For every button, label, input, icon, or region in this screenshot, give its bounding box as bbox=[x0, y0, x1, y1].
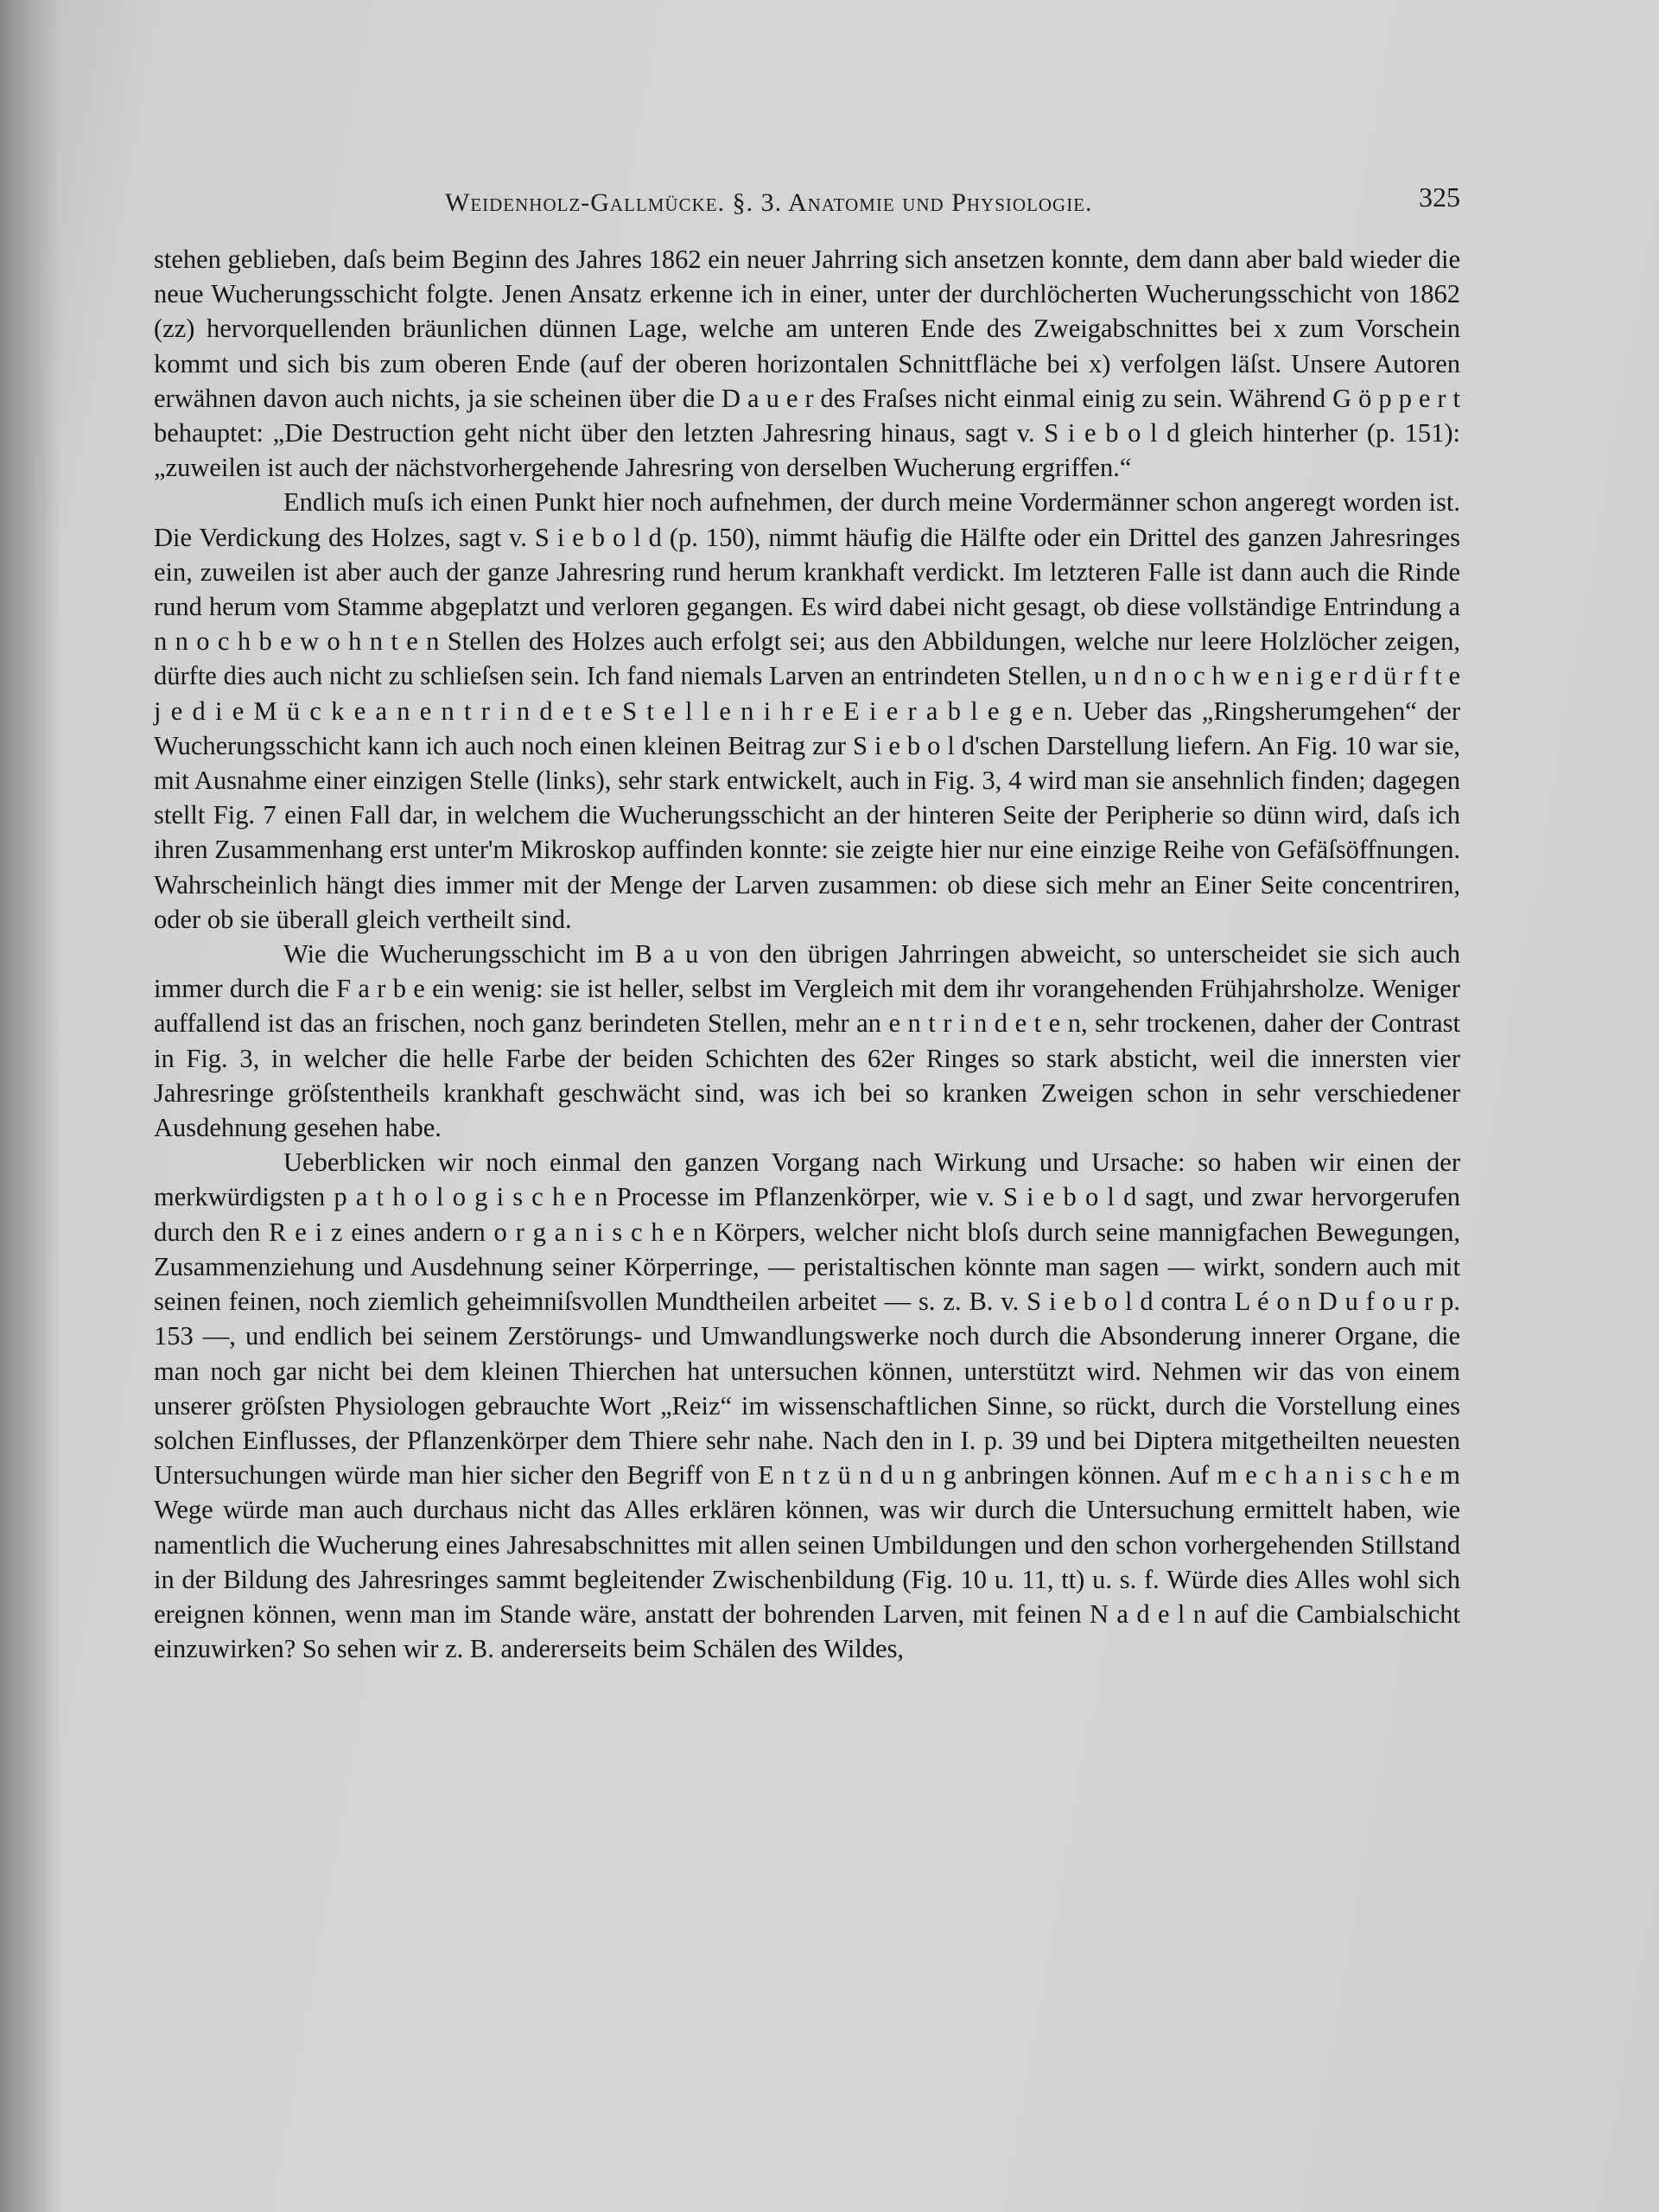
page-number: 325 bbox=[1419, 181, 1460, 213]
running-title: Weidenholz-Gallmücke. §. 3. Anatomie und Physiologie. bbox=[445, 188, 1093, 217]
paragraph: Endlich muſs ich einen Punkt hier noch aufnehmen, der durch meine Vordermänner schon angeregt worden ist. Die Verdickung des Holzes, sagt v. S i e b o l d (p. 150), nimmt häufig die Hälfte oder ein Drittel des ganzen Jahresringes ein, zuweilen ist aber auch der ganze Jahresring rund herum krankhaft verdickt. Im letzteren Falle ist dann auch die Rinde rund herum vom Stamme abgeplatzt und verloren gegangen. Es wird dabei nicht gesagt, ob diese vollständige Entrindung a n n o c h b e w o h n t e n Stellen des Holzes auch erfolgt sei; aus den Abbildungen, welche nur leere Holzlöcher zeigen, dürfte dies auch nicht zu schlieſsen sein. Ich fand niemals Larven an entrindeten Stellen, u n d n o c h w e n i g e r d ü r f t e j e d i e M ü c k e a n e n t r i n d e t e S t e l l e n i h r e E i e r a b l e g e n. Ueber das „Ringsherumgehen“ der Wucherungsschicht kann ich auch noch einen kleinen Beitrag zur S i e b o l d'schen Darstellung liefern. An Fig. 10 war sie, mit Ausnahme einer einzigen Stelle (links), sehr stark entwickelt, auch in Fig. 3, 4 wird man sie ansehnlich finden; dagegen stellt Fig. 7 einen Fall dar, in welchem die Wucherungsschicht an der hinteren Seite der Peripherie so dünn wird, daſs ich ihren Zusammenhang erst unter'm Mikroskop auffinden konnte: sie zeigte hier nur eine einzige Reihe von Gefäſsöffnungen. Wahrscheinlich hängt dies immer mit der Menge der Larven zusammen: ob diese sich mehr an Einer Seite concentriren, oder ob sie überall gleich vertheilt sind. bbox=[154, 487, 1460, 934]
body-text bbox=[154, 242, 1460, 1666]
paragraph: Wie die Wucherungsschicht im B a u von den übrigen Jahrringen abweicht, so unterscheidet sie sich auch immer durch die F a r b e ein wenig: sie ist heller, selbst im Vergleich mit dem ihr vorangehenden Frühjahrsholze. Weniger auffallend ist das an frischen, noch ganz berindeten Stellen, mehr an e n t r i n d e t e n, sehr trockenen, daher der Contrast in Fig. 3, in welcher die helle Farbe der beiden Schichten des 62er Ringes so stark absticht, weil die innersten vier Jahresringe gröſstentheils krankhaft geschwächt sind, was ich bei so kranken Zweigen schon in sehr verschiedener Ausdehnung gesehen habe. bbox=[154, 939, 1460, 1143]
page-header bbox=[156, 181, 1460, 225]
paragraph: Ueberblicken wir noch einmal den ganzen Vorgang nach Wirkung und Ursache: so haben wir einen der merkwürdigsten p a t h o l o g i s c h e n Processe im Pflanzenkörper, wie v. S i e b o l d sagt, und zwar hervorgerufen durch den R e i z eines andern o r g a n i s c h e n Körpers, welcher nicht bloſs durch seine mannigfachen Bewegungen, Zusammenziehung und Ausdehnung seiner Körperringe, — peristaltischen könnte man sagen — wirkt, sondern auch mit seinen feinen, noch ziemlich geheimniſsvollen Mundtheilen arbeitet — s. z. B. v. S i e b o l d contra L é o n D u f o u r p. 153 —, und endlich bei seinem Zerstörungs- und Umwandlungswerke noch durch die Absonderung innerer Organe, die man noch gar nicht bei dem kleinen Thierchen hat untersuchen können, unterstützt wird. Nehmen wir das von einem unserer gröſsten Physiologen gebrauchte Wort „Reiz“ im wissenschaftlichen Sinne, so rückt, durch die Vorstellung eines solchen Einflusses, der Pflanzenkörper dem Thiere sehr nahe. Nach den in I. p. 39 und bei Diptera mitgetheilten neuesten Untersuchungen würde man hier sicher den Begriff von E n t z ü n d u n g anbringen können. Auf m e c h a n i s c h e m Wege würde man auch durchaus nicht das Alles erklären können, was wir durch die Untersuchung ermittelt haben, wie namentlich die Wucherung eines Jahresabschnittes mit allen seinen Umbildungen und den schon vorhergehenden Stillstand in der Bildung des Jahresringes sammt begleitender Zwischenbildung (Fig. 10 u. 11, tt) u. s. f. Würde dies Alles wohl sich ereignen können, wenn man im Stande wäre, anstatt der bohrenden Larven, mit feinen N a d e l n auf die Cambialschicht einzuwirken? So sehen wir z. B. andererseits beim Schälen des Wildes, bbox=[154, 1147, 1460, 1664]
paragraph: stehen geblieben, daſs beim Beginn des Jahres 1862 ein neuer Jahrring sich ansetzen konnte, dem dann aber bald wieder die neue Wucherungsschicht folgte. Jenen Ansatz erkenne ich in einer, unter der durchlöcherten Wucherungsschicht von 1862 (zz) hervorquellenden bräunlichen dünnen Lage, welche am unteren Ende des Zweigabschnittes bei x zum Vorschein kommt und sich bis zum oberen Ende (auf der oberen horizontalen Schnittfläche bei x) verfolgen läſst. Unsere Autoren erwähnen davon auch nichts, ja sie scheinen über die D a u e r des Fraſses nicht einmal einig zu sein. Während G ö p p e r t behauptet: „Die Destruction geht nicht über den letzten Jahresring hinaus, sagt v. S i e b o l d gleich hinterher (p. 151): „zuweilen ist auch der nächstvorhergehende Jahresring von derselben Wucherung ergriffen.“ bbox=[154, 245, 1460, 483]
book-spine-shadow bbox=[0, 0, 60, 2212]
